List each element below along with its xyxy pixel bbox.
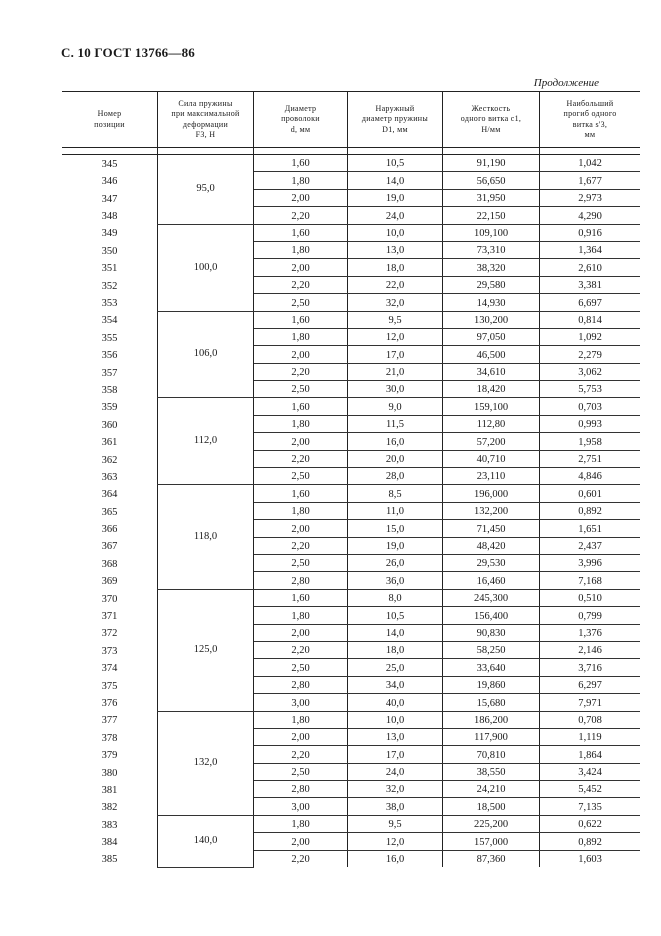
col-header-line: F3, Н xyxy=(195,130,216,139)
table-row xyxy=(62,207,640,224)
cell-position: 372 xyxy=(62,624,158,641)
cell-wire-diameter: 2,20 xyxy=(254,537,348,554)
cell-wire-diameter: 2,00 xyxy=(254,833,348,850)
cell-wire-diameter: 2,00 xyxy=(254,346,348,363)
cell-wire-diameter: 1,60 xyxy=(254,311,348,328)
spacer-cell xyxy=(158,148,254,155)
table-row xyxy=(62,450,640,467)
cell-stiffness: 56,650 xyxy=(443,172,540,189)
cell-deflection: 0,708 xyxy=(540,711,641,728)
cell-position: 362 xyxy=(62,450,158,467)
cell-outer-diameter: 11,0 xyxy=(348,502,443,519)
cell-position: 366 xyxy=(62,520,158,537)
cell-wire-diameter: 2,50 xyxy=(254,468,348,485)
cell-wire-diameter: 2,80 xyxy=(254,781,348,798)
table-row xyxy=(62,728,640,745)
cell-outer-diameter: 40,0 xyxy=(348,694,443,711)
cell-wire-diameter: 2,20 xyxy=(254,450,348,467)
table-row xyxy=(62,815,640,832)
cell-position: 373 xyxy=(62,641,158,658)
cell-deflection: 7,168 xyxy=(540,572,641,589)
cell-outer-diameter: 19,0 xyxy=(348,189,443,206)
spring-spec-table xyxy=(62,91,640,868)
cell-deflection: 5,753 xyxy=(540,381,641,398)
cell-deflection: 7,135 xyxy=(540,798,641,815)
cell-wire-diameter: 2,20 xyxy=(254,207,348,224)
cell-deflection: 7,971 xyxy=(540,694,641,711)
col-header-line: мм xyxy=(584,130,596,139)
table-row xyxy=(62,415,640,432)
cell-deflection: 1,651 xyxy=(540,520,641,537)
cell-deflection: 4,846 xyxy=(540,468,641,485)
cell-outer-diameter: 18,0 xyxy=(348,259,443,276)
col-header-line: Номер xyxy=(97,109,122,118)
cell-wire-diameter: 2,00 xyxy=(254,624,348,641)
cell-force: 118,0 xyxy=(158,485,254,589)
cell-wire-diameter: 2,50 xyxy=(254,659,348,676)
cell-stiffness: 18,500 xyxy=(443,798,540,815)
cell-stiffness: 29,530 xyxy=(443,554,540,571)
table-row xyxy=(62,607,640,624)
cell-stiffness: 46,500 xyxy=(443,346,540,363)
cell-outer-diameter: 34,0 xyxy=(348,676,443,693)
table-row xyxy=(62,346,640,363)
col-header-line: d, мм xyxy=(290,124,311,134)
cell-wire-diameter: 1,80 xyxy=(254,415,348,432)
cell-wire-diameter: 2,00 xyxy=(254,259,348,276)
cell-stiffness: 22,150 xyxy=(443,207,540,224)
cell-deflection: 1,119 xyxy=(540,728,641,745)
table-row xyxy=(62,311,640,328)
cell-outer-diameter: 38,0 xyxy=(348,798,443,815)
continuation-label: Продолжение xyxy=(533,77,599,89)
cell-position: 355 xyxy=(62,328,158,345)
cell-deflection: 0,703 xyxy=(540,398,641,415)
cell-position: 368 xyxy=(62,554,158,571)
cell-outer-diameter: 20,0 xyxy=(348,450,443,467)
cell-stiffness: 245,300 xyxy=(443,589,540,606)
cell-outer-diameter: 9,5 xyxy=(348,815,443,832)
spacer-cell xyxy=(62,148,158,155)
cell-outer-diameter: 24,0 xyxy=(348,763,443,780)
table-row xyxy=(62,433,640,450)
col-header-line: проволоки xyxy=(281,114,320,124)
cell-wire-diameter: 2,20 xyxy=(254,746,348,763)
cell-stiffness: 90,830 xyxy=(443,624,540,641)
table-row xyxy=(62,711,640,728)
cell-position: 349 xyxy=(62,224,158,241)
spacer-cell xyxy=(254,148,348,155)
table-row xyxy=(62,328,640,345)
cell-position: 385 xyxy=(62,850,158,867)
cell-position: 370 xyxy=(62,589,158,606)
cell-outer-diameter: 11,5 xyxy=(348,415,443,432)
cell-deflection: 2,279 xyxy=(540,346,641,363)
cell-wire-diameter: 3,00 xyxy=(254,694,348,711)
table-row xyxy=(62,363,640,380)
cell-deflection: 4,290 xyxy=(540,207,641,224)
cell-wire-diameter: 3,00 xyxy=(254,798,348,815)
cell-wire-diameter: 1,80 xyxy=(254,502,348,519)
cell-wire-diameter: 2,80 xyxy=(254,676,348,693)
cell-deflection: 0,601 xyxy=(540,485,641,502)
col-header-line: при максимальной xyxy=(171,109,240,118)
cell-position: 363 xyxy=(62,468,158,485)
cell-outer-diameter: 9,5 xyxy=(348,311,443,328)
table-header-row xyxy=(62,92,640,148)
cell-outer-diameter: 14,0 xyxy=(348,172,443,189)
cell-position: 384 xyxy=(62,833,158,850)
table-row xyxy=(62,572,640,589)
cell-position: 350 xyxy=(62,241,158,258)
cell-outer-diameter: 32,0 xyxy=(348,294,443,311)
cell-wire-diameter: 1,80 xyxy=(254,815,348,832)
table-row xyxy=(62,189,640,206)
cell-outer-diameter: 8,0 xyxy=(348,589,443,606)
cell-position: 356 xyxy=(62,346,158,363)
cell-deflection: 1,364 xyxy=(540,241,641,258)
cell-stiffness: 19,860 xyxy=(443,676,540,693)
cell-position: 369 xyxy=(62,572,158,589)
cell-outer-diameter: 8,5 xyxy=(348,485,443,502)
cell-stiffness: 48,420 xyxy=(443,537,540,554)
cell-wire-diameter: 1,80 xyxy=(254,607,348,624)
cell-outer-diameter: 17,0 xyxy=(348,746,443,763)
cell-stiffness: 57,200 xyxy=(443,433,540,450)
table-body xyxy=(62,155,640,868)
table-row xyxy=(62,155,640,172)
cell-outer-diameter: 10,5 xyxy=(348,155,443,172)
cell-wire-diameter: 2,50 xyxy=(254,554,348,571)
cell-stiffness: 24,210 xyxy=(443,781,540,798)
cell-outer-diameter: 22,0 xyxy=(348,276,443,293)
cell-deflection: 0,993 xyxy=(540,415,641,432)
spacer-cell xyxy=(348,148,443,155)
table-row xyxy=(62,537,640,554)
cell-outer-diameter: 24,0 xyxy=(348,207,443,224)
cell-position: 383 xyxy=(62,815,158,832)
cell-wire-diameter: 1,60 xyxy=(254,155,348,172)
cell-outer-diameter: 16,0 xyxy=(348,433,443,450)
cell-outer-diameter: 17,0 xyxy=(348,346,443,363)
cell-deflection: 3,996 xyxy=(540,554,641,571)
cell-stiffness: 112,80 xyxy=(443,415,540,432)
cell-deflection: 0,892 xyxy=(540,833,641,850)
cell-wire-diameter: 2,00 xyxy=(254,520,348,537)
cell-outer-diameter: 15,0 xyxy=(348,520,443,537)
cell-deflection: 0,510 xyxy=(540,589,641,606)
col-header-deflection xyxy=(540,92,641,148)
cell-position: 367 xyxy=(62,537,158,554)
col-header-wire-diameter xyxy=(254,92,348,148)
table-row xyxy=(62,276,640,293)
cell-stiffness: 14,930 xyxy=(443,294,540,311)
table-row xyxy=(62,381,640,398)
table-row xyxy=(62,589,640,606)
cell-wire-diameter: 2,80 xyxy=(254,572,348,589)
cell-deflection: 1,864 xyxy=(540,746,641,763)
cell-wire-diameter: 2,00 xyxy=(254,433,348,450)
cell-outer-diameter: 10,5 xyxy=(348,607,443,624)
table-row xyxy=(62,259,640,276)
cell-outer-diameter: 16,0 xyxy=(348,850,443,867)
cell-stiffness: 91,190 xyxy=(443,155,540,172)
cell-position: 354 xyxy=(62,311,158,328)
col-header-force xyxy=(158,92,254,148)
cell-stiffness: 70,810 xyxy=(443,746,540,763)
cell-outer-diameter: 28,0 xyxy=(348,468,443,485)
cell-outer-diameter: 12,0 xyxy=(348,833,443,850)
cell-position: 348 xyxy=(62,207,158,224)
cell-outer-diameter: 19,0 xyxy=(348,537,443,554)
cell-stiffness: 97,050 xyxy=(443,328,540,345)
cell-force: 95,0 xyxy=(158,155,254,225)
col-header-line: Жесткость xyxy=(471,103,511,113)
col-header-line: Наибольший xyxy=(566,98,614,108)
cell-wire-diameter: 1,80 xyxy=(254,711,348,728)
cell-position: 359 xyxy=(62,398,158,415)
cell-deflection: 2,437 xyxy=(540,537,641,554)
cell-deflection: 0,916 xyxy=(540,224,641,241)
cell-wire-diameter: 1,80 xyxy=(254,172,348,189)
cell-position: 353 xyxy=(62,294,158,311)
cell-wire-diameter: 2,20 xyxy=(254,641,348,658)
cell-deflection: 2,146 xyxy=(540,641,641,658)
cell-position: 358 xyxy=(62,381,158,398)
cell-stiffness: 130,200 xyxy=(443,311,540,328)
cell-deflection: 1,376 xyxy=(540,624,641,641)
cell-outer-diameter: 30,0 xyxy=(348,381,443,398)
table-row xyxy=(62,676,640,693)
table-row xyxy=(62,694,640,711)
cell-stiffness: 159,100 xyxy=(443,398,540,415)
cell-outer-diameter: 18,0 xyxy=(348,641,443,658)
cell-wire-diameter: 2,50 xyxy=(254,763,348,780)
cell-outer-diameter: 10,0 xyxy=(348,711,443,728)
cell-position: 382 xyxy=(62,798,158,815)
cell-position: 374 xyxy=(62,659,158,676)
cell-wire-diameter: 2,50 xyxy=(254,381,348,398)
col-header-line: Н/мм xyxy=(481,124,501,134)
cell-position: 381 xyxy=(62,781,158,798)
cell-wire-diameter: 2,20 xyxy=(254,276,348,293)
cell-stiffness: 18,420 xyxy=(443,381,540,398)
cell-outer-diameter: 21,0 xyxy=(348,363,443,380)
table-row xyxy=(62,520,640,537)
cell-stiffness: 157,000 xyxy=(443,833,540,850)
cell-outer-diameter: 13,0 xyxy=(348,241,443,258)
cell-stiffness: 40,710 xyxy=(443,450,540,467)
cell-wire-diameter: 2,00 xyxy=(254,728,348,745)
cell-deflection: 1,042 xyxy=(540,155,641,172)
cell-force: 140,0 xyxy=(158,815,254,867)
cell-stiffness: 225,200 xyxy=(443,815,540,832)
table-row xyxy=(62,294,640,311)
cell-stiffness: 16,460 xyxy=(443,572,540,589)
cell-deflection: 2,610 xyxy=(540,259,641,276)
cell-stiffness: 15,680 xyxy=(443,694,540,711)
table-row xyxy=(62,850,640,867)
col-header-line: позиции xyxy=(94,119,125,129)
header-spacer-row xyxy=(62,148,640,155)
cell-force: 100,0 xyxy=(158,224,254,311)
cell-outer-diameter: 13,0 xyxy=(348,728,443,745)
table-row xyxy=(62,624,640,641)
cell-force: 106,0 xyxy=(158,311,254,398)
col-header-line: прогиб одного xyxy=(563,109,617,118)
cell-deflection: 3,716 xyxy=(540,659,641,676)
cell-deflection: 2,973 xyxy=(540,189,641,206)
cell-force: 125,0 xyxy=(158,589,254,711)
table-row xyxy=(62,833,640,850)
cell-position: 364 xyxy=(62,485,158,502)
page-header: С. 10 ГОСТ 13766—86 xyxy=(61,45,195,60)
table-row xyxy=(62,798,640,815)
table-row xyxy=(62,502,640,519)
table-row xyxy=(62,398,640,415)
cell-deflection: 1,092 xyxy=(540,328,641,345)
col-header-line: Сила пружины xyxy=(178,98,233,108)
cell-position: 377 xyxy=(62,711,158,728)
cell-stiffness: 196,000 xyxy=(443,485,540,502)
cell-stiffness: 29,580 xyxy=(443,276,540,293)
cell-position: 352 xyxy=(62,276,158,293)
cell-position: 380 xyxy=(62,763,158,780)
cell-position: 347 xyxy=(62,189,158,206)
cell-deflection: 0,799 xyxy=(540,607,641,624)
col-header-line: деформации xyxy=(182,119,229,129)
cell-outer-diameter: 26,0 xyxy=(348,554,443,571)
cell-position: 371 xyxy=(62,607,158,624)
cell-force: 132,0 xyxy=(158,711,254,815)
cell-stiffness: 73,310 xyxy=(443,241,540,258)
cell-deflection: 2,751 xyxy=(540,450,641,467)
table-row xyxy=(62,485,640,502)
cell-wire-diameter: 1,60 xyxy=(254,485,348,502)
spacer-cell xyxy=(443,148,540,155)
cell-stiffness: 34,610 xyxy=(443,363,540,380)
cell-deflection: 1,958 xyxy=(540,433,641,450)
cell-wire-diameter: 1,60 xyxy=(254,224,348,241)
col-header-line: витка s'3, xyxy=(572,119,608,129)
cell-wire-diameter: 1,80 xyxy=(254,241,348,258)
cell-deflection: 0,814 xyxy=(540,311,641,328)
cell-stiffness: 186,200 xyxy=(443,711,540,728)
cell-wire-diameter: 1,60 xyxy=(254,589,348,606)
cell-position: 378 xyxy=(62,728,158,745)
cell-stiffness: 132,200 xyxy=(443,502,540,519)
cell-position: 376 xyxy=(62,694,158,711)
cell-stiffness: 71,450 xyxy=(443,520,540,537)
col-header-line: Наружный xyxy=(375,103,415,113)
cell-wire-diameter: 2,20 xyxy=(254,363,348,380)
table-row xyxy=(62,554,640,571)
cell-position: 346 xyxy=(62,172,158,189)
cell-deflection: 3,062 xyxy=(540,363,641,380)
col-header-stiffness xyxy=(443,92,540,148)
cell-stiffness: 38,320 xyxy=(443,259,540,276)
cell-position: 365 xyxy=(62,502,158,519)
cell-stiffness: 23,110 xyxy=(443,468,540,485)
col-header-outer-diameter xyxy=(348,92,443,148)
table-row xyxy=(62,241,640,258)
cell-deflection: 3,424 xyxy=(540,763,641,780)
cell-deflection: 0,892 xyxy=(540,502,641,519)
col-header-line: D1, мм xyxy=(382,124,408,134)
cell-outer-diameter: 25,0 xyxy=(348,659,443,676)
cell-wire-diameter: 2,00 xyxy=(254,189,348,206)
cell-stiffness: 33,640 xyxy=(443,659,540,676)
cell-stiffness: 38,550 xyxy=(443,763,540,780)
cell-stiffness: 156,400 xyxy=(443,607,540,624)
cell-stiffness: 58,250 xyxy=(443,641,540,658)
cell-position: 360 xyxy=(62,415,158,432)
cell-position: 361 xyxy=(62,433,158,450)
cell-outer-diameter: 9,0 xyxy=(348,398,443,415)
cell-stiffness: 109,100 xyxy=(443,224,540,241)
cell-deflection: 0,622 xyxy=(540,815,641,832)
cell-position: 357 xyxy=(62,363,158,380)
cell-deflection: 3,381 xyxy=(540,276,641,293)
cell-wire-diameter: 2,20 xyxy=(254,850,348,867)
col-header-line: одного витка c1, xyxy=(460,114,522,124)
cell-deflection: 1,603 xyxy=(540,850,641,867)
cell-position: 351 xyxy=(62,259,158,276)
cell-wire-diameter: 2,50 xyxy=(254,294,348,311)
cell-position: 379 xyxy=(62,746,158,763)
cell-outer-diameter: 32,0 xyxy=(348,781,443,798)
cell-wire-diameter: 1,60 xyxy=(254,398,348,415)
cell-stiffness: 31,950 xyxy=(443,189,540,206)
table-row xyxy=(62,659,640,676)
cell-outer-diameter: 14,0 xyxy=(348,624,443,641)
cell-position: 375 xyxy=(62,676,158,693)
cell-stiffness: 87,360 xyxy=(443,850,540,867)
cell-wire-diameter: 1,80 xyxy=(254,328,348,345)
table-row xyxy=(62,641,640,658)
table-row xyxy=(62,468,640,485)
cell-stiffness: 117,900 xyxy=(443,728,540,745)
cell-outer-diameter: 10,0 xyxy=(348,224,443,241)
cell-outer-diameter: 36,0 xyxy=(348,572,443,589)
table-row xyxy=(62,781,640,798)
table-row xyxy=(62,746,640,763)
cell-force: 112,0 xyxy=(158,398,254,485)
col-header-line: Диаметр xyxy=(284,103,317,113)
col-header-line: диаметр пружины xyxy=(361,114,429,124)
spacer-cell xyxy=(540,148,641,155)
table-row xyxy=(62,224,640,241)
cell-outer-diameter: 12,0 xyxy=(348,328,443,345)
cell-deflection: 1,677 xyxy=(540,172,641,189)
cell-position: 345 xyxy=(62,155,158,172)
cell-deflection: 6,297 xyxy=(540,676,641,693)
table-row xyxy=(62,172,640,189)
table-row xyxy=(62,763,640,780)
cell-deflection: 5,452 xyxy=(540,781,641,798)
cell-deflection: 6,697 xyxy=(540,294,641,311)
col-header-position xyxy=(62,92,158,148)
